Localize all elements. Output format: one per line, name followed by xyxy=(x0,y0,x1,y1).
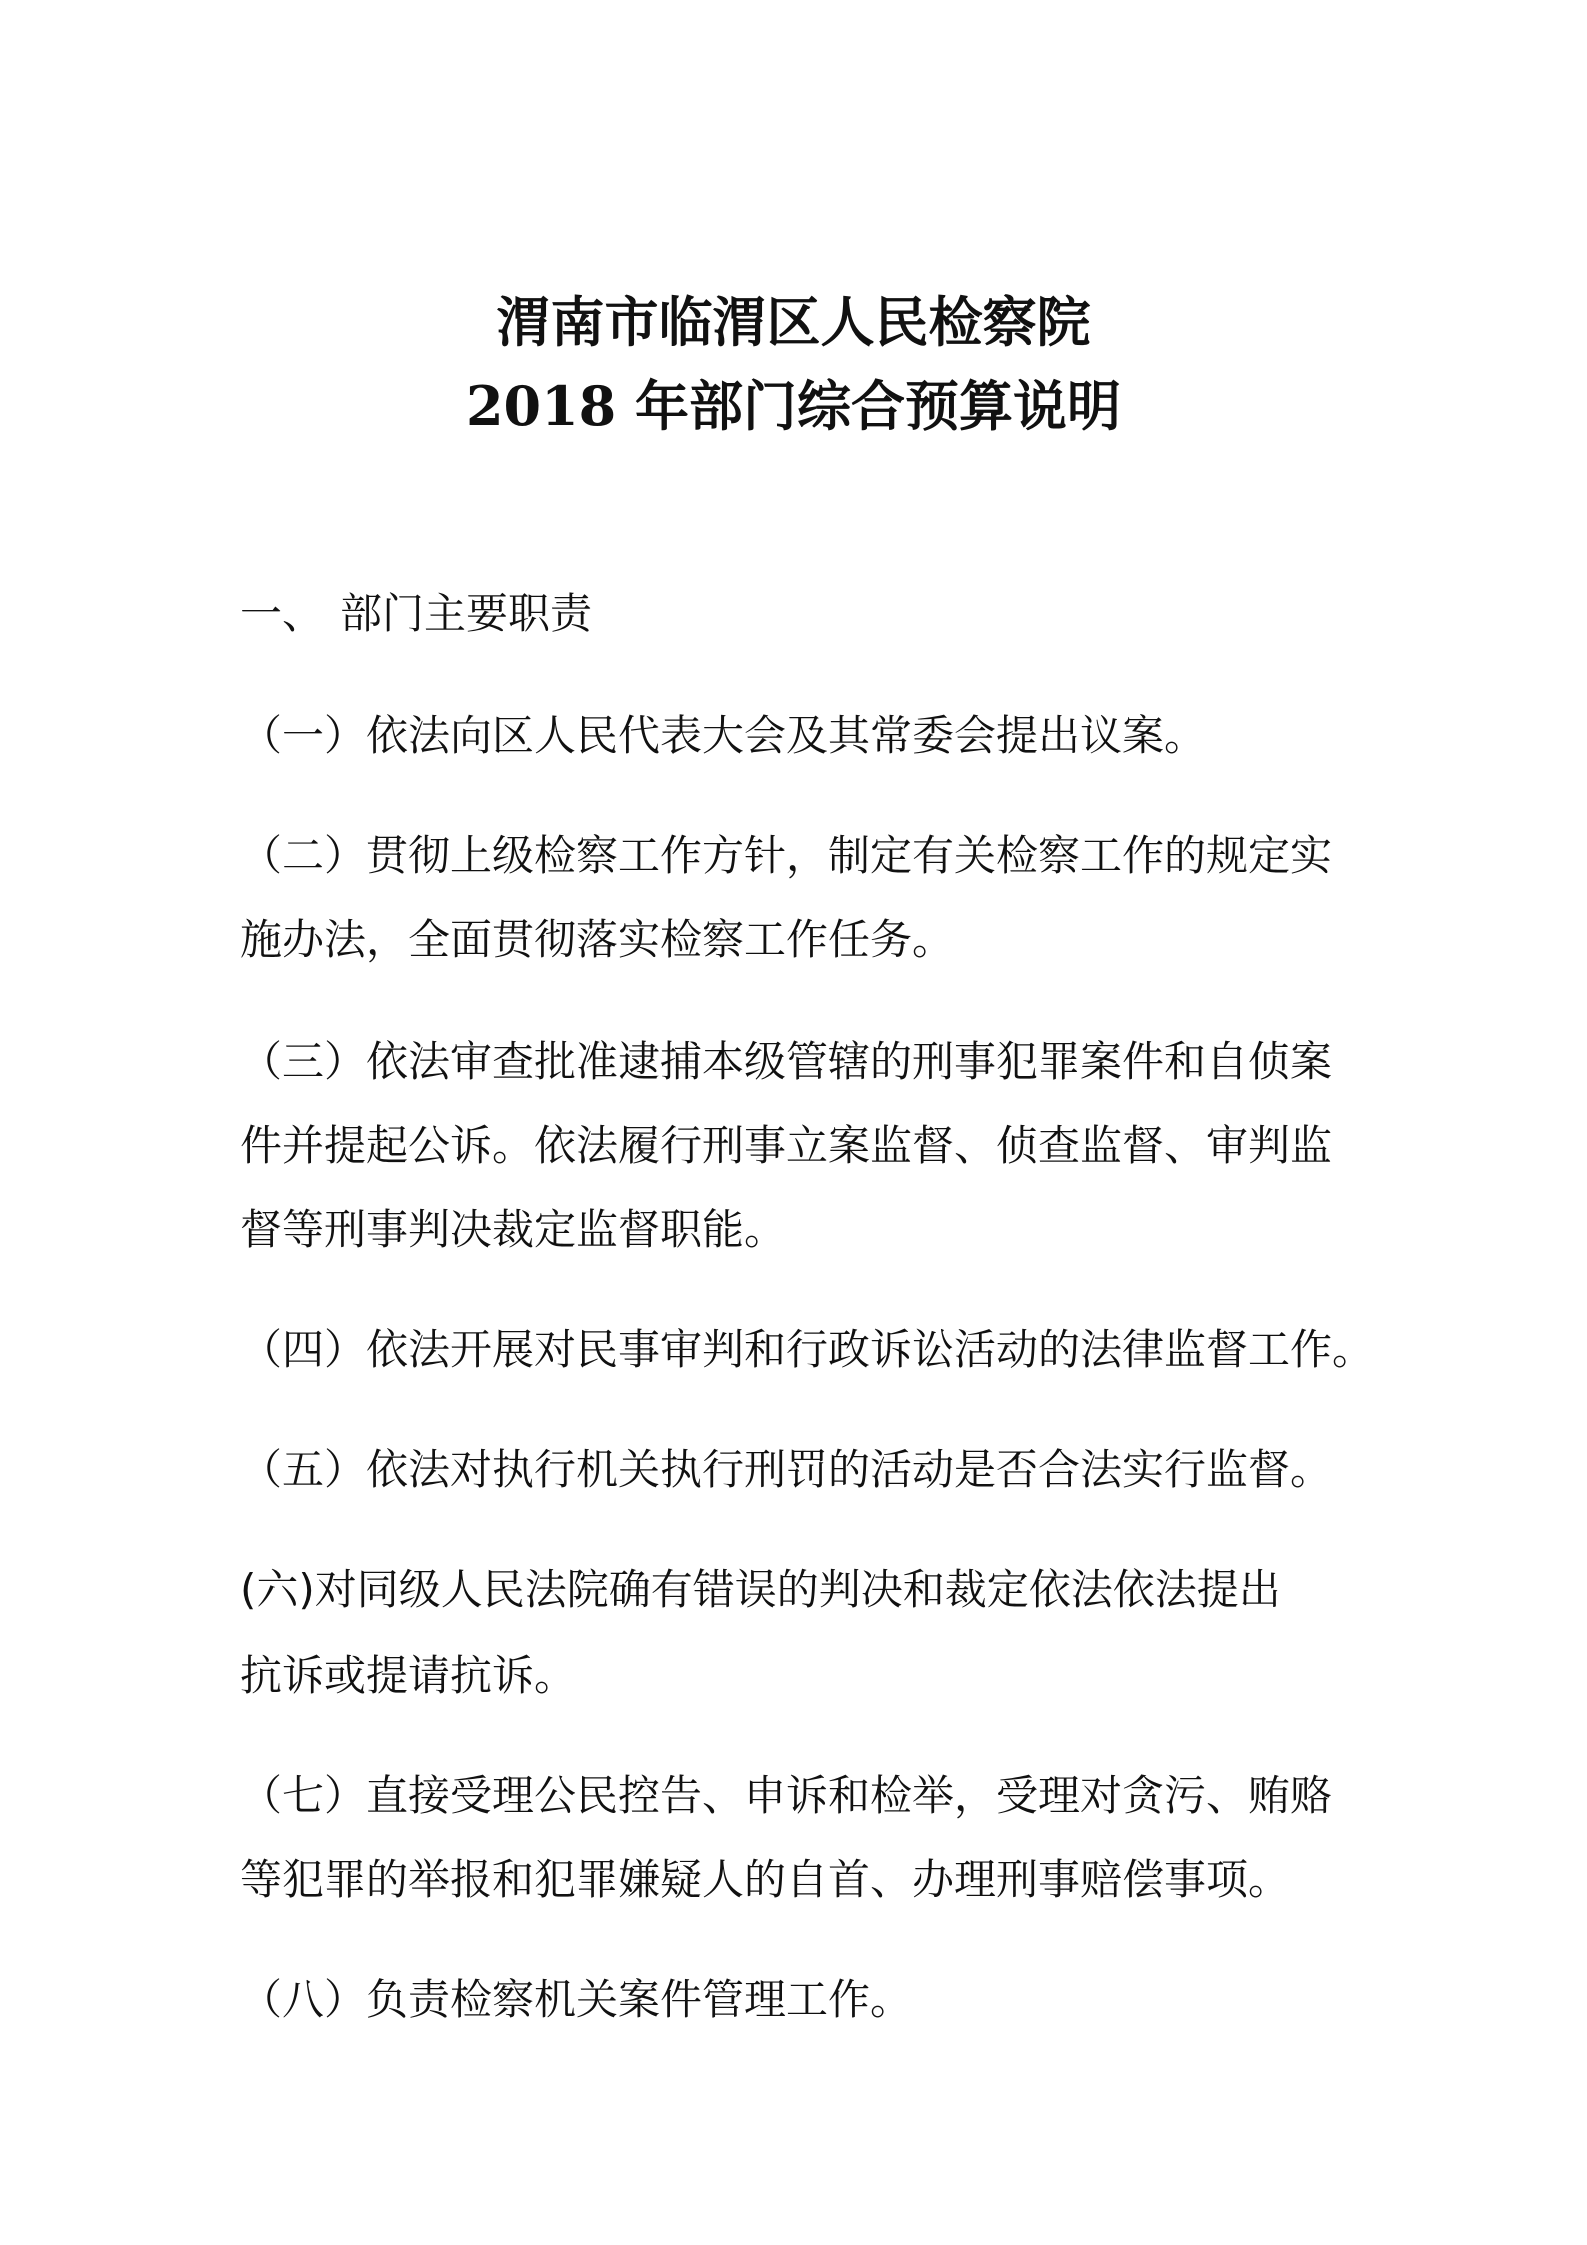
document-title: 渭南市临渭区人民检察院 xyxy=(496,290,1091,354)
duty-item-2-line-1: （二）贯彻上级检察工作方针，制定有关检察工作的规定实 xyxy=(240,831,1333,880)
duty-item-7-line-2: 等犯罪的举报和犯罪嫌疑人的自首、办理刑事赔偿事项。 xyxy=(240,1855,1291,1904)
duty-item-6-line-1: (六)对同级人民法院确有错误的判决和裁定依法依法提出 xyxy=(240,1565,1281,1614)
duty-item-3-line-2: 件并提起公诉。依法履行刑事立案监督、侦查监督、审判监 xyxy=(240,1121,1333,1170)
duty-item-7-line-1: （七）直接受理公民控告、申诉和检举，受理对贪污、贿赂 xyxy=(240,1771,1333,1820)
duty-item-1: （一）依法向区人民代表大会及其常委会提出议案。 xyxy=(240,711,1207,760)
duty-item-5: （五）依法对执行机关执行刑罚的活动是否合法实行监督。 xyxy=(240,1445,1333,1494)
duty-item-3-line-1: （三）依法审查批准逮捕本级管辖的刑事犯罪案件和自侦案 xyxy=(240,1037,1333,1086)
document-subtitle: 2018 年部门综合预算说明 xyxy=(465,374,1122,438)
section-number: 一、 xyxy=(240,589,325,638)
duty-item-8: （八）负责检察机关案件管理工作。 xyxy=(240,1975,913,2024)
duty-item-3-line-3: 督等刑事判决裁定监督职能。 xyxy=(240,1205,787,1254)
duty-item-6-line-2: 抗诉或提请抗诉。 xyxy=(240,1651,577,1700)
section-heading xyxy=(240,584,592,644)
duty-item-4: （四）依法开展对民事审判和行政诉讼活动的法律监督工作。 xyxy=(240,1325,1375,1374)
duty-item-2-line-2: 施办法，全面贯彻落实检察工作任务。 xyxy=(240,915,955,964)
section-title: 部门主要职责 xyxy=(340,589,593,638)
